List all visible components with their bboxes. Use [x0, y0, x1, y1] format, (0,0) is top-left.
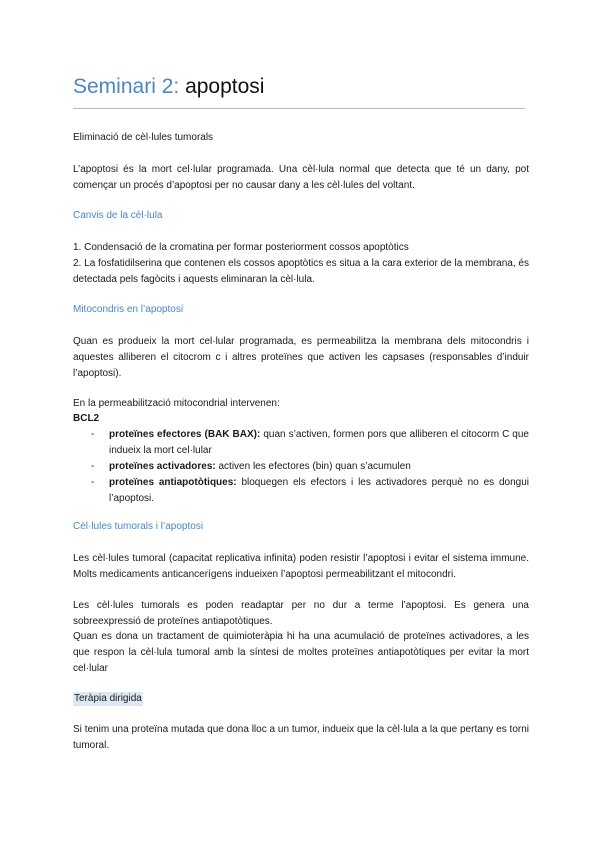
section-heading-mitochondria: Mitocondris en l’apoptosi: [73, 304, 184, 315]
title-divider: [73, 108, 525, 109]
dash-bullet: -: [91, 477, 95, 488]
list-item: 1. Condensació de la cromatina per formar posteriorment cossos apoptòtics: [73, 242, 409, 253]
list-item: - proteïnes activadores: activen les efectores (bin) quan s’acumulen: [73, 459, 529, 475]
list-item: - proteïnes antiapotòtiques: bloquegen els efectors i les activadores perquè no es dongui l’apoptosi.: [91, 477, 529, 504]
paragraph-tumor-resistance: Les cèl·lules tumoral (capacitat replicativa infinita) poden resistir l’apoptosi i evitar el sistema immune. Molts medicaments anticancerígens indueixen l’apoptosi permeabilitzant el mitocondri.: [73, 553, 529, 580]
bcl2-label: BCL2: [73, 413, 100, 424]
paragraph-mitochondria: Quan es produeix la mort cel·lular programada, es permeabilitza la membrana dels mitocondris i aquestes alliberen el citocrom c i altres proteïnes que activen les capsases (responsables d’induir l’apoptosi).: [73, 336, 529, 379]
dash-bullet: -: [91, 461, 95, 472]
paragraph-permeabilization-intro: En la permeabilització mitocondrial intervenen:: [73, 398, 280, 409]
paragraph-chemotherapy: Quan es dona un tractament de quimioteràpia hi ha una acumulació de proteïnes activadores, a les que respon la cèl·lula tumoral amb la síntesi de moltes proteïnes antiapotòtiques per evitar la mort cel·lular: [73, 631, 529, 674]
paragraph-apoptosis-definition: L’apoptosi és la mort cel·lular programada. Una cèl·lula normal que detecta que té un dany, pot començar un procés d’apoptosi per no causar dany a les cèl·lules del voltant.: [73, 164, 529, 191]
section-heading-targeted-therapy: Teràpia dirigida: [74, 693, 142, 704]
title-subject: apoptosi: [185, 75, 265, 98]
section-heading-tumor-cells: Cèl·lules tumorals i l’apoptosi: [73, 521, 204, 532]
paragraph-targeted-therapy: Si tenim una proteïna mutada que dona lloc a un tumor, indueix que la cèl·lula a la que pertany es torni tumoral.: [73, 724, 529, 751]
list-item: - proteïnes efectores (BAK BAX): quan s’activen, formen pors que alliberen el citocorm C que indueix la mort cel·lular: [91, 429, 529, 456]
section-heading-elimination: Eliminació de cèl·lules tumorals: [73, 132, 214, 143]
page-title: [73, 74, 264, 100]
numbered-list-cell-changes: [73, 240, 529, 288]
bcl2-protein-list: [73, 427, 529, 507]
title-prefix: Seminari 2:: [73, 75, 180, 98]
paragraph-readaptation: Les cèl·lules tumorals es poden readaptar per no dur a terme l’apoptosi. Es genera una sobreexpressió de proteïnes antiapotòtiques.: [73, 600, 529, 627]
list-item: 2. La fosfatidilserina que contenen els cossos apoptòtics es situa a la cara exterior de la membrana, és detectada pels fagòcits i aquests eliminaran la cèl·lula.: [73, 258, 529, 285]
section-heading-cell-changes: Canvis de la cèl·lula: [73, 210, 163, 221]
dash-bullet: -: [91, 429, 95, 440]
